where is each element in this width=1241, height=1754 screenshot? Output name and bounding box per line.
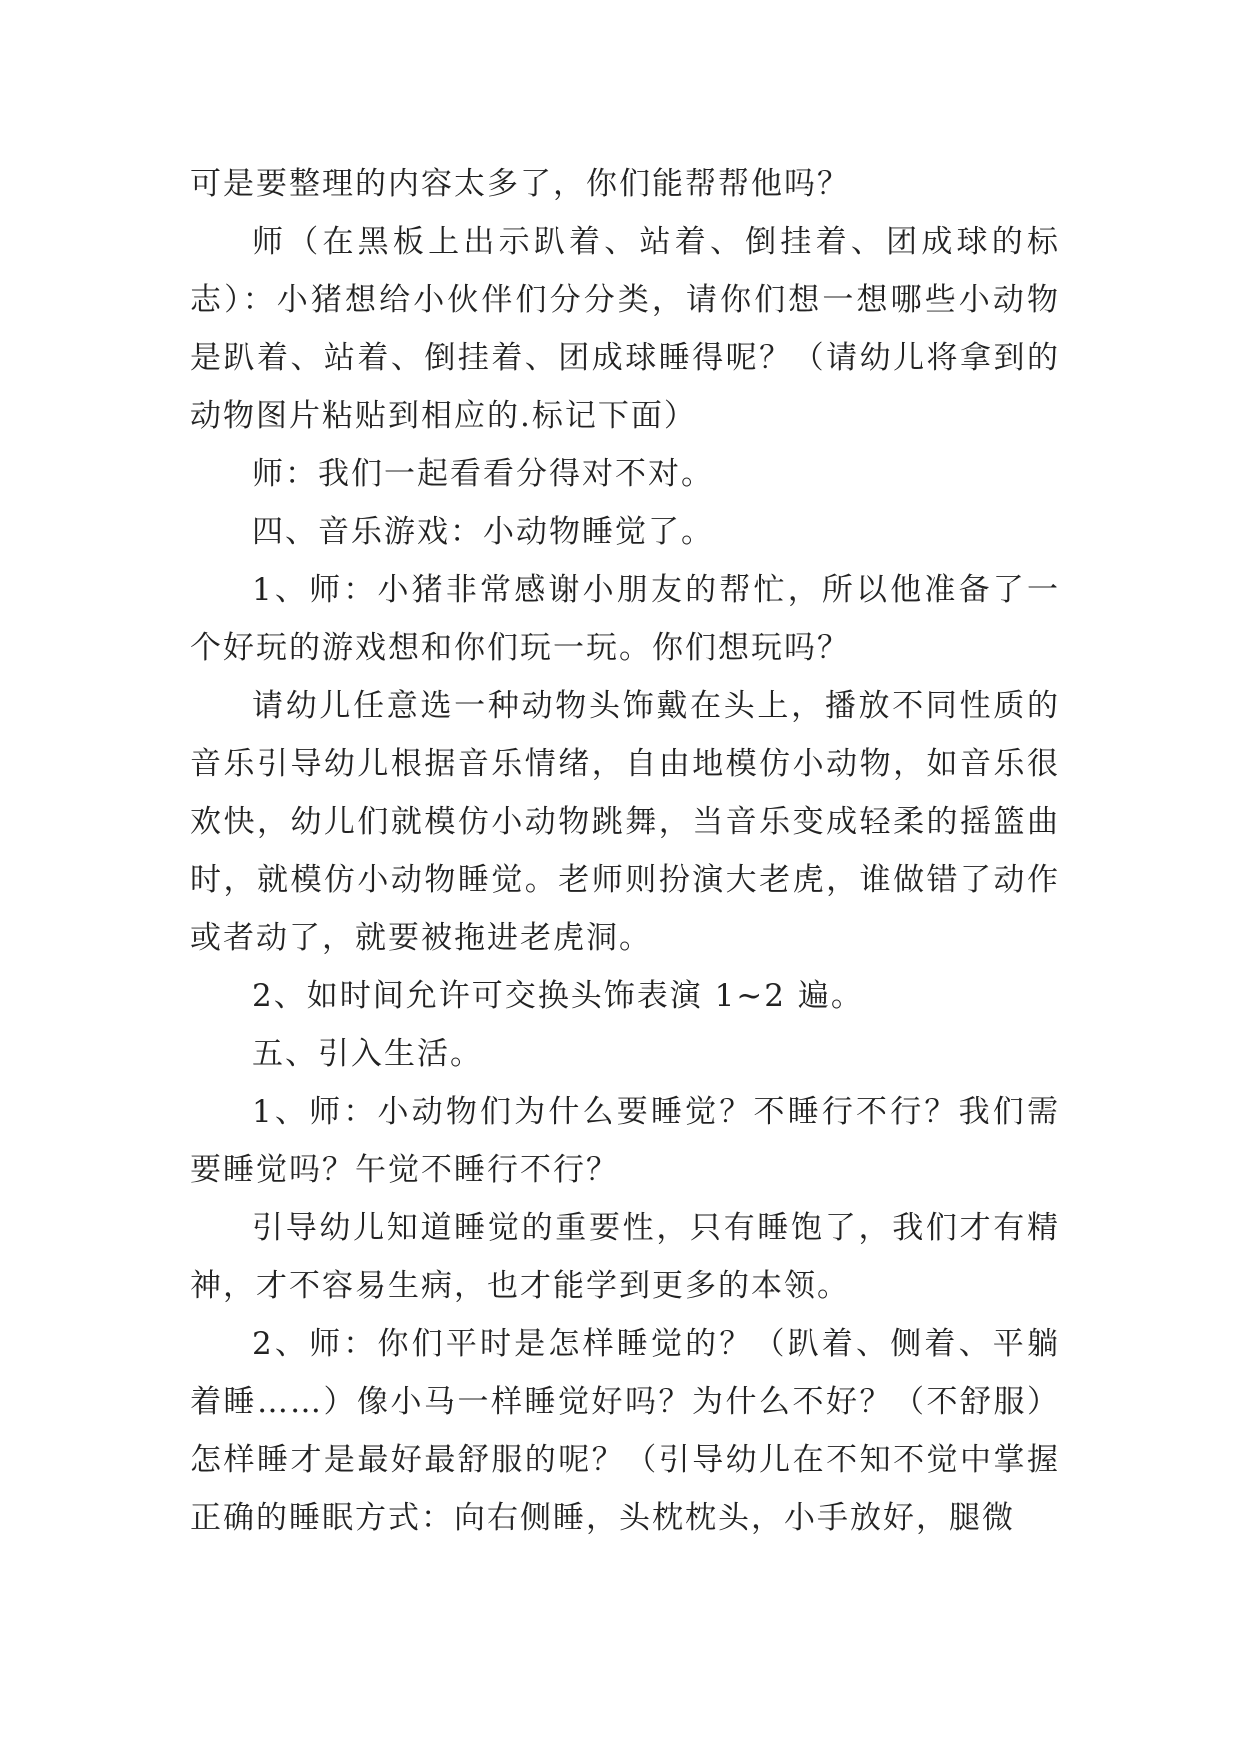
section-heading-5: 五、引入生活。 xyxy=(252,1036,483,1072)
paragraph-5: 1、师：小猪非常感谢小朋友的帮忙，所以他准备了一个好玩的游戏想和你们玩一玩。你们想玩吗？ xyxy=(190,572,1060,666)
paragraph-10: 引导幼儿知道睡觉的重要性，只有睡饱了，我们才有精神，才不容易生病，也才能学到更多的本领。 xyxy=(190,1210,1060,1304)
paragraph-6: 请幼儿任意选一种动物头饰戴在头上，播放不同性质的音乐引导幼儿根据音乐情绪，自由地模仿小动物，如音乐很欢快，幼儿们就模仿小动物跳舞，当音乐变成轻柔的摇篮曲时，就模仿小动物睡觉。老师则扮演大老虎，谁做错了动作或者动了，就要被拖进老虎洞。 xyxy=(190,688,1060,956)
paragraph-2: 师（在黑板上出示趴着、站着、倒挂着、团成球的标志）：小猪想给小伙伴们分分类，请你们想一想哪些小动物是趴着、站着、倒挂着、团成球睡得呢？（请幼儿将拿到的动物图片粘贴到相应的.标记下面） xyxy=(190,224,1060,434)
paragraph-1: 可是要整理的内容太多了，你们能帮帮他吗？ xyxy=(190,166,850,202)
section-heading-4: 四、音乐游戏：小动物睡觉了。 xyxy=(252,514,714,550)
paragraph-9: 1、师：小动物们为什么要睡觉？不睡行不行？我们需要睡觉吗？午觉不睡行不行？ xyxy=(190,1094,1060,1188)
paragraph-7: 2、如时间允许可交换头饰表演 1~2 遍。 xyxy=(252,978,864,1014)
document-body xyxy=(190,155,1060,1547)
paragraph-3: 师：我们一起看看分得对不对。 xyxy=(252,456,714,492)
paragraph-11: 2、师：你们平时是怎样睡觉的？（趴着、侧着、平躺着睡……）像小马一样睡觉好吗？为什么不好？（不舒服）怎样睡才是最好最舒服的呢？（引导幼儿在不知不觉中掌握正确的睡眠方式：向右侧睡，头枕枕头，小手放好，腿微 xyxy=(190,1326,1060,1536)
